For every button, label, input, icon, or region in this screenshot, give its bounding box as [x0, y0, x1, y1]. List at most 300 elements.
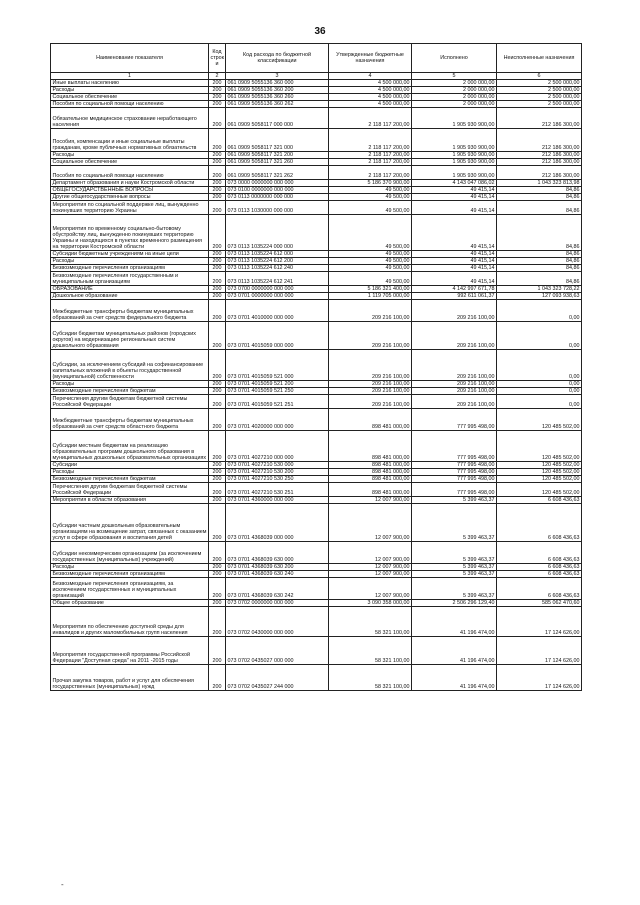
- row-name: Департамент образования и науки Костромской области: [51, 180, 209, 187]
- table-row: [51, 129, 582, 152]
- row-name: Мероприятия по обеспечению доступной среды для инвалидов и других маломобильных групп населения: [51, 607, 209, 637]
- row-executed: 2 000 000,00: [412, 101, 497, 108]
- row-budget-code: 073 0113 0000000 000 000: [226, 194, 329, 201]
- row-budget-code: 073 0701 0000000 000 000: [226, 293, 329, 300]
- row-line-code: 200: [209, 300, 226, 322]
- table-body: [51, 80, 582, 691]
- column-number: 5: [412, 73, 497, 80]
- row-line-code: 200: [209, 94, 226, 101]
- row-budget-code: 073 0701 4368039 630 240: [226, 571, 329, 578]
- row-executed: 777 995 498,00: [412, 431, 497, 462]
- row-unspent: 120 485 502,00: [497, 409, 582, 431]
- row-unspent: 84,86: [497, 187, 582, 194]
- table-row: [51, 251, 582, 258]
- table-row: [51, 166, 582, 180]
- row-approved: 5 186 370 900,00: [329, 180, 412, 187]
- table-row: [51, 87, 582, 94]
- row-executed: 49 415,14: [412, 265, 497, 272]
- row-approved: 898 481 000,00: [329, 409, 412, 431]
- row-name: Расходы: [51, 564, 209, 571]
- row-line-code: 200: [209, 101, 226, 108]
- row-line-code: 200: [209, 409, 226, 431]
- row-name: Обязательное медицинское страхование неработающего населения: [51, 108, 209, 129]
- row-approved: 2 118 117 200,00: [329, 152, 412, 159]
- row-name: Безвозмездные перечисления организациям: [51, 571, 209, 578]
- row-approved: 58 321 100,00: [329, 637, 412, 665]
- page-number: 36: [314, 26, 326, 37]
- row-approved: 5 186 321 400,00: [329, 286, 412, 293]
- row-name: Безвозмездные перечисления организациям, за исключением государственных и муниципальных организаций: [51, 578, 209, 600]
- row-executed: 49 415,14: [412, 187, 497, 194]
- row-line-code: 200: [209, 395, 226, 409]
- row-line-code: 200: [209, 251, 226, 258]
- row-unspent: 0,00: [497, 381, 582, 388]
- row-executed: 5 399 463,37: [412, 497, 497, 504]
- row-executed: 49 415,14: [412, 258, 497, 265]
- row-approved: 12 007 900,00: [329, 578, 412, 600]
- row-name: Субсидии частным дошкольным образовательным организациям на возмещение затрат, связанных с оказанием услуг в сфере образования и воспитания детей: [51, 504, 209, 542]
- row-line-code: 200: [209, 350, 226, 381]
- row-line-code: 200: [209, 564, 226, 571]
- row-executed: 5 399 463,37: [412, 578, 497, 600]
- table-row: [51, 94, 582, 101]
- table-row: [51, 101, 582, 108]
- table-row: [51, 462, 582, 469]
- row-unspent: 2 500 000,00: [497, 101, 582, 108]
- row-executed: 1 905 930 900,00: [412, 129, 497, 152]
- row-unspent: 17 124 626,00: [497, 637, 582, 665]
- table-row: [51, 469, 582, 476]
- row-line-code: 200: [209, 194, 226, 201]
- row-line-code: 200: [209, 166, 226, 180]
- row-name: Мероприятия по социальной поддержке лиц, вынужденно покинувших территорию Украины: [51, 201, 209, 215]
- row-line-code: 200: [209, 180, 226, 187]
- row-executed: 209 216 100,00: [412, 350, 497, 381]
- row-unspent: 1 043 323 813,98: [497, 180, 582, 187]
- row-budget-code: 073 0701 4368039 630 000: [226, 542, 329, 564]
- row-budget-code: 061 0909 5055136 360 262: [226, 101, 329, 108]
- row-unspent: 2 500 000,00: [497, 87, 582, 94]
- table-row: [51, 571, 582, 578]
- row-unspent: 585 062 470,60: [497, 600, 582, 607]
- row-name: Социальное обеспечение: [51, 159, 209, 166]
- row-budget-code: 073 0113 1035224 612 000: [226, 251, 329, 258]
- row-unspent: 212 186 300,00: [497, 152, 582, 159]
- row-line-code: 200: [209, 87, 226, 94]
- row-budget-code: 073 0113 1035224 612 200: [226, 258, 329, 265]
- row-approved: 2 118 117 200,00: [329, 159, 412, 166]
- row-unspent: 0,00: [497, 300, 582, 322]
- row-executed: 5 399 463,37: [412, 504, 497, 542]
- row-unspent: 1 043 323 728,22: [497, 286, 582, 293]
- table-row: [51, 293, 582, 300]
- row-executed: 2 000 000,00: [412, 80, 497, 87]
- row-line-code: 200: [209, 108, 226, 129]
- row-budget-code: 061 0909 5058117 321 262: [226, 166, 329, 180]
- row-budget-code: 073 0700 0000000 000 000: [226, 286, 329, 293]
- header-approved: Утвержденные бюджетные назначения: [329, 44, 412, 73]
- row-budget-code: 073 0701 4027210 530 250: [226, 476, 329, 483]
- row-name: Расходы: [51, 152, 209, 159]
- row-line-code: 200: [209, 542, 226, 564]
- row-name: Пособия, компенсации и иные социальные выплаты гражданам, кроме публичных нормативных обязательств: [51, 129, 209, 152]
- row-executed: 5 399 463,37: [412, 542, 497, 564]
- row-budget-code: 073 0701 4360000 000 000: [226, 497, 329, 504]
- table-row: [51, 187, 582, 194]
- budget-execution-table: [50, 43, 582, 691]
- row-approved: 12 007 900,00: [329, 571, 412, 578]
- row-executed: 209 216 100,00: [412, 395, 497, 409]
- row-budget-code: 073 0701 4368039 000 000: [226, 504, 329, 542]
- row-budget-code: 073 0701 4368039 630 200: [226, 564, 329, 571]
- row-budget-code: 073 0701 4010000 000 000: [226, 300, 329, 322]
- row-budget-code: 073 0701 4027210 530 000: [226, 462, 329, 469]
- row-name: Расходы: [51, 469, 209, 476]
- row-name: Прочая закупка товаров, работ и услуг для обеспечения государственных (муниципальных) нужд: [51, 665, 209, 691]
- row-line-code: 200: [209, 497, 226, 504]
- row-budget-code: 073 0701 4015059 521 200: [226, 381, 329, 388]
- table-row: [51, 497, 582, 504]
- row-line-code: 200: [209, 187, 226, 194]
- row-budget-code: 073 0100 0000000 000 000: [226, 187, 329, 194]
- row-name: Субсидии бюджетным учреждениям на иные цели: [51, 251, 209, 258]
- header-budget-code: Код расхода по бюджетной классификации: [226, 44, 329, 73]
- row-approved: 898 481 000,00: [329, 469, 412, 476]
- row-approved: 2 118 117 200,00: [329, 166, 412, 180]
- row-budget-code: 073 0701 4368039 630 242: [226, 578, 329, 600]
- row-budget-code: 073 0113 1035224 000 000: [226, 215, 329, 251]
- row-line-code: 200: [209, 265, 226, 272]
- column-number: 6: [497, 73, 582, 80]
- row-budget-code: 061 0909 5058117 000 000: [226, 108, 329, 129]
- row-executed: 49 415,14: [412, 215, 497, 251]
- row-name: Дошкольное образование: [51, 293, 209, 300]
- row-name: Перечисления другим бюджетам бюджетной системы Российской Федерации: [51, 483, 209, 497]
- row-name: Мероприятия в области образования: [51, 497, 209, 504]
- table-row: [51, 215, 582, 251]
- row-approved: 209 216 100,00: [329, 381, 412, 388]
- table-row: [51, 108, 582, 129]
- row-executed: 777 995 498,00: [412, 469, 497, 476]
- row-unspent: 120 485 502,00: [497, 462, 582, 469]
- row-budget-code: 073 0702 0430000 000 000: [226, 607, 329, 637]
- row-executed: 777 995 498,00: [412, 462, 497, 469]
- row-approved: 58 321 100,00: [329, 665, 412, 691]
- row-unspent: 120 485 502,00: [497, 476, 582, 483]
- row-budget-code: 073 0701 4015059 521 251: [226, 395, 329, 409]
- table-row: [51, 350, 582, 381]
- column-number: 1: [51, 73, 209, 80]
- row-unspent: 84,86: [497, 194, 582, 201]
- row-unspent: 6 608 436,63: [497, 578, 582, 600]
- row-approved: 4 500 000,00: [329, 80, 412, 87]
- row-unspent: 0,00: [497, 395, 582, 409]
- row-name: Субсидии некоммерческим организациям (за исключением государственных (муниципальных) учреждений): [51, 542, 209, 564]
- row-name: Перечисления другим бюджетам бюджетной системы Российской Федерации: [51, 395, 209, 409]
- row-unspent: 84,86: [497, 265, 582, 272]
- row-unspent: 0,00: [497, 388, 582, 395]
- row-approved: 12 007 900,00: [329, 497, 412, 504]
- row-approved: 4 500 000,00: [329, 101, 412, 108]
- row-name: Общее образование: [51, 600, 209, 607]
- row-line-code: 200: [209, 504, 226, 542]
- row-unspent: 120 485 502,00: [497, 483, 582, 497]
- row-executed: 777 995 498,00: [412, 409, 497, 431]
- row-executed: 49 415,14: [412, 201, 497, 215]
- row-approved: 49 500,00: [329, 194, 412, 201]
- row-unspent: 212 186 300,00: [497, 166, 582, 180]
- row-line-code: 200: [209, 665, 226, 691]
- row-approved: 12 007 900,00: [329, 504, 412, 542]
- row-approved: 209 216 100,00: [329, 388, 412, 395]
- row-name: Расходы: [51, 87, 209, 94]
- row-approved: 4 500 000,00: [329, 87, 412, 94]
- table-row: [51, 159, 582, 166]
- row-name: Субсидии, за исключением субсидий на софинансирование капитальных вложений в объекты государственной (муниципальной) собственности: [51, 350, 209, 381]
- table-row: [51, 409, 582, 431]
- row-unspent: 6 608 436,63: [497, 571, 582, 578]
- column-number-row: [51, 73, 582, 80]
- row-unspent: 120 485 502,00: [497, 431, 582, 462]
- row-name: Межбюджетные трансферты бюджетам муниципальных образований за счет средств областного бюджета: [51, 409, 209, 431]
- header-executed: Исполнено: [412, 44, 497, 73]
- row-name: Межбюджетные трансферты бюджетам муниципальных образований за счет средств федерального бюджета: [51, 300, 209, 322]
- row-approved: 209 216 100,00: [329, 350, 412, 381]
- row-budget-code: 073 0113 1035224 612 241: [226, 272, 329, 286]
- row-name: Пособия по социальной помощи населению: [51, 166, 209, 180]
- row-name: Пособия по социальной помощи населению: [51, 101, 209, 108]
- row-approved: 12 007 900,00: [329, 542, 412, 564]
- row-executed: 209 216 100,00: [412, 381, 497, 388]
- table-header-row: [51, 44, 582, 73]
- row-budget-code: 073 0702 0000000 000 000: [226, 600, 329, 607]
- row-line-code: 200: [209, 272, 226, 286]
- column-number: 2: [209, 73, 226, 80]
- row-name: Субсидии: [51, 462, 209, 469]
- row-executed: 2 000 000,00: [412, 94, 497, 101]
- row-budget-code: 061 0909 5055136 360 200: [226, 87, 329, 94]
- row-executed: 49 415,14: [412, 251, 497, 258]
- row-line-code: 200: [209, 462, 226, 469]
- table-row: [51, 600, 582, 607]
- row-approved: 2 118 117 200,00: [329, 108, 412, 129]
- row-approved: 209 216 100,00: [329, 300, 412, 322]
- row-executed: 209 216 100,00: [412, 322, 497, 350]
- row-budget-code: 073 0701 4020000 000 000: [226, 409, 329, 431]
- table-row: [51, 272, 582, 286]
- table-row: [51, 607, 582, 637]
- row-unspent: 0,00: [497, 322, 582, 350]
- row-approved: 49 500,00: [329, 187, 412, 194]
- row-approved: 49 500,00: [329, 251, 412, 258]
- header-unspent: Неисполненные назначения: [497, 44, 582, 73]
- row-executed: 992 611 061,37: [412, 293, 497, 300]
- row-name: Безвозмездные перечисления бюджетам: [51, 388, 209, 395]
- row-line-code: 200: [209, 483, 226, 497]
- row-line-code: 200: [209, 578, 226, 600]
- row-executed: 5 399 463,37: [412, 564, 497, 571]
- row-executed: 1 905 930 900,00: [412, 152, 497, 159]
- column-number: 4: [329, 73, 412, 80]
- row-line-code: 200: [209, 607, 226, 637]
- row-budget-code: 061 0909 5055136 360 000: [226, 80, 329, 87]
- row-executed: 1 905 930 900,00: [412, 159, 497, 166]
- row-budget-code: 073 0702 0435027 000 000: [226, 637, 329, 665]
- row-name: Расходы: [51, 258, 209, 265]
- row-budget-code: 073 0701 4015059 000 000: [226, 322, 329, 350]
- table-row: [51, 194, 582, 201]
- header-line-code: Код строк и: [209, 44, 226, 73]
- row-approved: 3 090 358 000,00: [329, 600, 412, 607]
- row-name: Субсидии местным бюджетам на реализацию образовательных программ дошкольного образования в муниципальных дошкольных образовательных организациях: [51, 431, 209, 462]
- row-approved: 898 481 000,00: [329, 476, 412, 483]
- row-executed: 777 995 498,00: [412, 476, 497, 483]
- row-name: Безвозмездные перечисления бюджетам: [51, 476, 209, 483]
- row-unspent: 0,00: [497, 350, 582, 381]
- table-row: [51, 381, 582, 388]
- row-executed: 2 000 000,00: [412, 87, 497, 94]
- row-unspent: 84,86: [497, 215, 582, 251]
- row-approved: 2 118 117 200,00: [329, 129, 412, 152]
- row-executed: 4 143 047 086,02: [412, 180, 497, 187]
- row-executed: 4 142 997 671,78: [412, 286, 497, 293]
- row-unspent: 17 124 626,00: [497, 607, 582, 637]
- row-budget-code: 073 0113 1030000 000 000: [226, 201, 329, 215]
- table-row: [51, 542, 582, 564]
- row-line-code: 200: [209, 431, 226, 462]
- row-approved: 1 119 705 000,00: [329, 293, 412, 300]
- row-budget-code: 073 0701 4027210 530 200: [226, 469, 329, 476]
- row-line-code: 200: [209, 293, 226, 300]
- row-unspent: 84,86: [497, 201, 582, 215]
- row-budget-code: 061 0909 5058117 321 200: [226, 152, 329, 159]
- table-row: [51, 300, 582, 322]
- row-unspent: 6 608 436,63: [497, 564, 582, 571]
- row-executed: 209 216 100,00: [412, 300, 497, 322]
- row-unspent: 120 485 502,00: [497, 469, 582, 476]
- row-name: ОБЩЕГОСУДАРСТВЕННЫЕ ВОПРОСЫ: [51, 187, 209, 194]
- table-row: [51, 180, 582, 187]
- row-line-code: 200: [209, 80, 226, 87]
- row-approved: 898 481 000,00: [329, 462, 412, 469]
- table-row: [51, 152, 582, 159]
- row-budget-code: 061 0909 5058117 321 260: [226, 159, 329, 166]
- row-name: Расходы: [51, 381, 209, 388]
- row-approved: 49 500,00: [329, 265, 412, 272]
- row-executed: 41 196 474,00: [412, 637, 497, 665]
- row-budget-code: 073 0701 4015059 521 250: [226, 388, 329, 395]
- table-row: [51, 395, 582, 409]
- table-row: [51, 322, 582, 350]
- row-unspent: 6 608 436,63: [497, 497, 582, 504]
- row-approved: 49 500,00: [329, 272, 412, 286]
- table-row: [51, 476, 582, 483]
- table-row: [51, 637, 582, 665]
- table-row: [51, 431, 582, 462]
- row-line-code: 200: [209, 201, 226, 215]
- row-unspent: 84,86: [497, 258, 582, 265]
- row-executed: 1 905 930 900,00: [412, 108, 497, 129]
- row-budget-code: 073 0701 4027210 000 000: [226, 431, 329, 462]
- table-row: [51, 504, 582, 542]
- row-unspent: 6 608 436,63: [497, 542, 582, 564]
- row-budget-code: 073 0701 4015059 521 000: [226, 350, 329, 381]
- row-line-code: 200: [209, 637, 226, 665]
- table-row: [51, 80, 582, 87]
- row-unspent: 212 186 300,00: [497, 159, 582, 166]
- row-unspent: 6 608 436,63: [497, 504, 582, 542]
- row-executed: 5 399 463,37: [412, 571, 497, 578]
- row-line-code: 200: [209, 469, 226, 476]
- row-line-code: 200: [209, 388, 226, 395]
- row-budget-code: 061 0909 5058117 321 000: [226, 129, 329, 152]
- table-row: [51, 201, 582, 215]
- row-approved: 49 500,00: [329, 258, 412, 265]
- table-row: [51, 265, 582, 272]
- row-executed: 1 905 930 900,00: [412, 166, 497, 180]
- row-approved: 209 216 100,00: [329, 395, 412, 409]
- row-unspent: 212 186 300,00: [497, 108, 582, 129]
- row-line-code: 200: [209, 129, 226, 152]
- row-budget-code: 073 0113 1035224 612 240: [226, 265, 329, 272]
- row-name: Другие общегосударственные вопросы: [51, 194, 209, 201]
- table-row: [51, 483, 582, 497]
- row-approved: 898 481 000,00: [329, 431, 412, 462]
- row-line-code: 200: [209, 476, 226, 483]
- row-approved: 12 007 900,00: [329, 564, 412, 571]
- row-approved: 58 321 100,00: [329, 607, 412, 637]
- row-name: Безвозмездные перечисления организациям: [51, 265, 209, 272]
- row-line-code: 200: [209, 571, 226, 578]
- row-name: Иные выплаты населению: [51, 80, 209, 87]
- row-name: Безвозмездные перечисления государственным и муниципальным организациям: [51, 272, 209, 286]
- row-line-code: 200: [209, 381, 226, 388]
- row-name: Мероприятия государственной программы Российской Федерации "Доступная среда" на 2011 -2015 годы: [51, 637, 209, 665]
- row-executed: 2 506 296 129,40: [412, 600, 497, 607]
- row-name: ОБРАЗОВАНИЕ: [51, 286, 209, 293]
- row-name: Мероприятия по временному социально-бытовому обустройству лиц, вынужденно покинувших территорию Украины и находящихся в пунктах временного размещения на территории Костромской области: [51, 215, 209, 251]
- table-row: [51, 286, 582, 293]
- table-row: [51, 388, 582, 395]
- table-row: [51, 564, 582, 571]
- row-budget-code: 073 0702 0435027 244 000: [226, 665, 329, 691]
- row-approved: 49 500,00: [329, 215, 412, 251]
- row-executed: 49 415,14: [412, 272, 497, 286]
- row-executed: 209 216 100,00: [412, 388, 497, 395]
- row-executed: 49 415,14: [412, 194, 497, 201]
- table-row: [51, 258, 582, 265]
- row-line-code: 200: [209, 258, 226, 265]
- row-unspent: 2 500 000,00: [497, 94, 582, 101]
- row-budget-code: 061 0909 5055136 360 260: [226, 94, 329, 101]
- row-unspent: 212 186 300,00: [497, 129, 582, 152]
- column-number: 3: [226, 73, 329, 80]
- row-approved: 4 500 000,00: [329, 94, 412, 101]
- row-executed: 41 196 474,00: [412, 665, 497, 691]
- row-unspent: 2 500 000,00: [497, 80, 582, 87]
- table-row: [51, 578, 582, 600]
- scan-mark: -: [61, 880, 64, 889]
- row-approved: 898 481 000,00: [329, 483, 412, 497]
- row-unspent: 127 093 938,63: [497, 293, 582, 300]
- row-unspent: 84,86: [497, 272, 582, 286]
- header-name: Наименование показателя: [51, 44, 209, 73]
- row-approved: 209 216 100,00: [329, 322, 412, 350]
- row-approved: 49 500,00: [329, 201, 412, 215]
- row-executed: 41 196 474,00: [412, 607, 497, 637]
- row-line-code: 200: [209, 322, 226, 350]
- row-executed: 777 995 498,00: [412, 483, 497, 497]
